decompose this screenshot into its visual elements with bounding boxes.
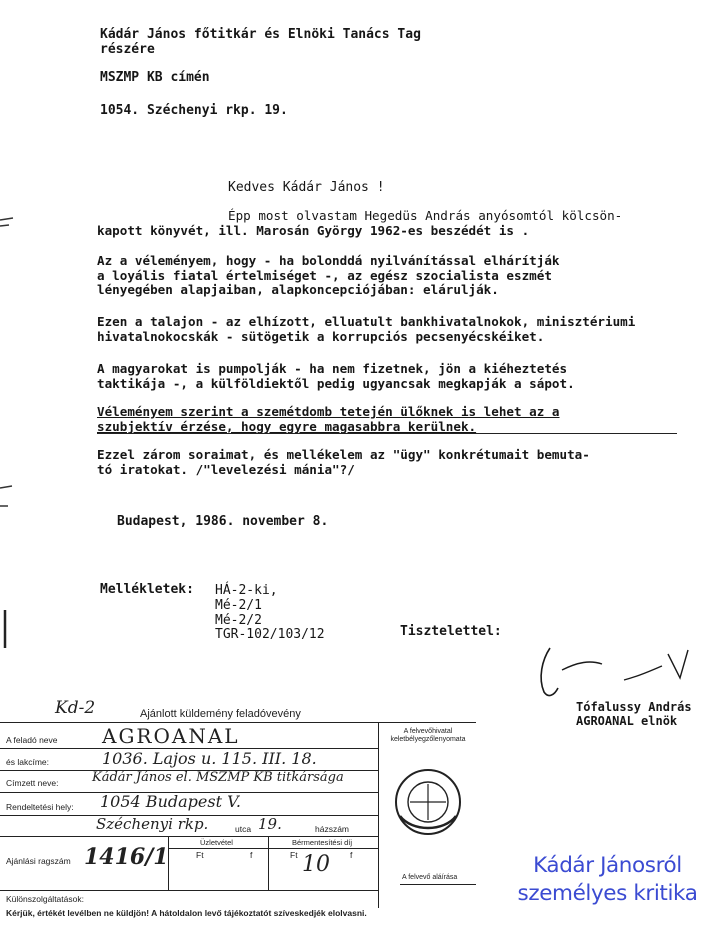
address-line-4: 1054. Széchenyi rkp. 19. bbox=[100, 103, 288, 118]
paragraph-2: Az a véleményem, hogy - ha bolonddá nyilvánítással elhárítják a loyális fiatal értelmiséget -, az egész szocialista eszmét lényegében alapjaiban, alapkoncepciójában: elárulják. bbox=[97, 253, 560, 297]
underline-rule bbox=[97, 433, 677, 434]
street-label: utca bbox=[235, 824, 252, 834]
paragraph-5: Véleményem szerint a szemétdomb tetején ülőknek is lehet az a szubjektív érzése, hogy egyre magasabbra kerülnek. bbox=[97, 404, 560, 434]
postal-receipt-form bbox=[0, 698, 476, 926]
paragraph-3: Ezen a talajon - az elhízott, elluatult bankhivatalnokok, minisztériumi hivatalnokocskák - sütögetik a korrupciós pecsenyécskéiket. bbox=[97, 314, 636, 344]
fee-unit: Ft bbox=[290, 850, 298, 860]
signature-box-label: A felvevő aláírása bbox=[402, 874, 458, 881]
destination-value: 1054 Budapest V. bbox=[100, 792, 241, 811]
attachments-label: Mellékletek: bbox=[100, 582, 194, 597]
fee-rule bbox=[168, 848, 378, 849]
fee-unit: f bbox=[350, 850, 353, 860]
special-services-label: Különszolgáltatások: bbox=[6, 894, 84, 904]
sender-address-value: 1036. Lajos u. 115. III. 18. bbox=[102, 749, 317, 768]
sender-name-label: A feladó neve bbox=[6, 735, 58, 745]
fee-unit: Ft bbox=[196, 850, 204, 860]
attachment-item: HÁ-2-ki, bbox=[215, 583, 278, 598]
recipient-name-label: Címzett neve: bbox=[6, 778, 59, 788]
date-line: Budapest, 1986. november 8. bbox=[117, 514, 329, 529]
row-rule bbox=[0, 890, 378, 891]
signer-name: Tófalussy András bbox=[576, 700, 692, 714]
house-number-value: 19. bbox=[258, 815, 282, 833]
address-line-3: MSZMP KB címén bbox=[100, 70, 210, 85]
fee-value: 10 bbox=[302, 852, 330, 877]
fee-header: Üzletvétel bbox=[200, 838, 233, 847]
attachment-item: TGR-102/103/12 bbox=[215, 627, 325, 642]
stamp-box-label: A felvevőhivatal keletbélyegzőlenyomata bbox=[390, 728, 466, 743]
annotation-caption bbox=[505, 852, 710, 908]
fee-divider bbox=[268, 836, 269, 890]
attachment-item: Mé-2/1 bbox=[215, 598, 262, 613]
receipt-corner-handwriting: Kd-2 bbox=[55, 698, 96, 718]
fee-header: Bérmentesítési díj bbox=[292, 838, 353, 847]
annotation-line-2: személyes kritika bbox=[517, 881, 698, 906]
destination-label: Rendeltetési hely: bbox=[6, 802, 74, 812]
paragraph-4: A magyarokat is pumpolják - ha nem fizetnek, jön a kiéheztetés taktikája -, a külföldiektől pedig ugyancsak megkapják a sápot. bbox=[97, 361, 575, 391]
salutation: Kedves Kádár János ! bbox=[228, 180, 385, 195]
closing: Tisztelettel: bbox=[400, 624, 502, 639]
registration-number-value: 1416/1 bbox=[84, 844, 169, 870]
paragraph-1: Épp most olvastam Hegedüs András anyósomtól kölcsön- kapott könyvét, ill. Marosán György 1962-es beszédét is . bbox=[97, 208, 623, 238]
recipient-name-value: Kádár János el. MSZMP KB titkársága bbox=[92, 770, 344, 785]
street-value: Széchenyi rkp. bbox=[96, 815, 209, 833]
fee-unit: f bbox=[250, 850, 253, 860]
postmark-stamp bbox=[392, 766, 464, 838]
attachment-item: Mé-2/2 bbox=[215, 613, 262, 628]
signature-line bbox=[400, 884, 476, 885]
sender-address-label: és lakcíme: bbox=[6, 757, 49, 767]
registration-number-label: Ajánlási ragszám bbox=[6, 856, 71, 866]
receipt-title: Ajánlott küldemény feladóvevény bbox=[140, 708, 301, 720]
address-line-2: részére bbox=[100, 42, 155, 57]
sender-name-value: AGROANAL bbox=[102, 724, 240, 748]
left-margin-scan-marks bbox=[0, 200, 16, 650]
annotation-line-1: Kádár Jánosról bbox=[533, 853, 682, 878]
signer-title: AGROANAL elnök bbox=[576, 714, 678, 728]
receipt-footer: Kérjük, értékét levélben ne küldjön! A hátoldalon levő tájékoztatót szíveskedjék elolvasni. bbox=[6, 908, 367, 918]
paragraph-6: Ezzel zárom soraimat, és mellékelem az "ügy" konkrétumait bemuta- tó iratokat. /"levelezési mánia"?/ bbox=[97, 447, 590, 477]
house-number-label: házszám bbox=[315, 824, 350, 834]
address-line-1: Kádár János főtitkár és Elnöki Tanács Tag bbox=[100, 27, 421, 42]
